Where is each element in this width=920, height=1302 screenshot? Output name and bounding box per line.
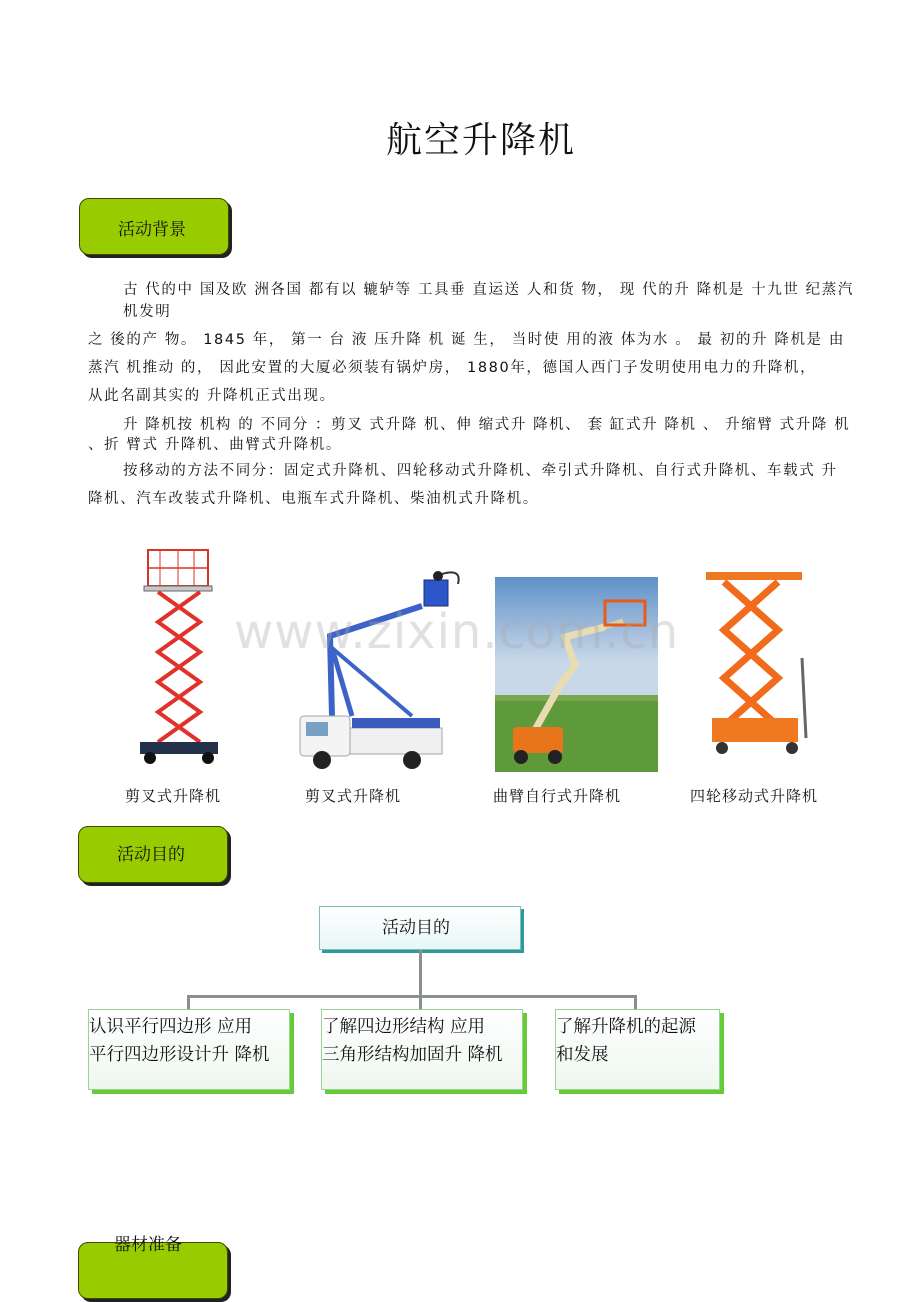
org-child-1-line2: 平行四边形设计升 降机 bbox=[89, 1045, 270, 1065]
org-child-3 bbox=[555, 1009, 720, 1090]
para1-line4: 蒸汽 机推动 的， 因此安置的大厦必须装有锅炉房， 1880年，德国人西门子发明使用电力的升降机， bbox=[88, 360, 817, 376]
truck-boom-lift-image bbox=[292, 566, 464, 774]
org-connector-left bbox=[187, 995, 190, 1009]
section-background-label: 活动背景 bbox=[118, 220, 186, 240]
org-connector-mid bbox=[419, 995, 422, 1009]
org-connector-horizontal bbox=[187, 995, 637, 998]
para1-line3: 之 後的产 物。 1845 年， 第一 台 液 压升降 机 诞 生， 当时使 用的液 体为水 。 最 初的升 降机是 由 bbox=[88, 332, 845, 348]
section-purpose-box bbox=[78, 826, 228, 883]
caption-1: 剪叉式升降机 bbox=[125, 787, 222, 805]
org-root-label: 活动目的 bbox=[382, 918, 450, 938]
org-connector-right bbox=[634, 995, 637, 1009]
org-child-2 bbox=[321, 1009, 523, 1090]
para1-line5: 从此名副其实的 升降机正式出现。 bbox=[88, 388, 336, 404]
caption-2: 剪叉式升降机 bbox=[305, 787, 402, 805]
org-root-node bbox=[319, 906, 521, 950]
para2-line1: 升 降机按 机构 的 不同分 ：剪叉 式升降 机、伸 缩式升 降机、 套 缸式升 降机 、 升缩臂 式升降 机 bbox=[123, 417, 851, 433]
org-connector-vertical bbox=[419, 950, 422, 996]
org-child-1-line1: 认识平行四边形 应用 bbox=[89, 1017, 253, 1037]
background-text bbox=[88, 276, 888, 513]
watermark: www.zixin.com.cn bbox=[234, 604, 680, 660]
org-child-3-line2: 和发展 bbox=[556, 1045, 609, 1065]
para2-line2: 、折 臂式 升降机、曲臂式升降机。 bbox=[88, 437, 342, 453]
section-purpose-label: 活动目的 bbox=[117, 845, 185, 865]
page-title: 航空升降机 bbox=[385, 120, 576, 161]
caption-3: 曲臂自行式升降机 bbox=[493, 787, 622, 805]
para1-line2: 机发明 bbox=[123, 304, 172, 320]
section-equipment-label: 器材准备 bbox=[114, 1235, 182, 1255]
org-child-1 bbox=[88, 1009, 290, 1090]
mobile-scissor-table-image bbox=[702, 568, 820, 762]
para1-line1: 古 代的中 国及欧 洲各国 都有以 辘轳等 工具垂 直运送 人和货 物， 现 代的升 降机是 十九世 纪蒸汽 bbox=[123, 282, 854, 298]
org-child-3-line1: 了解升降机的起源 bbox=[556, 1017, 696, 1037]
org-child-2-line1: 了解四边形结构 应用 bbox=[322, 1017, 486, 1037]
section-background-box bbox=[79, 198, 229, 255]
scissor-lift-image bbox=[130, 546, 230, 768]
para3-line1: 按移动的方法不同分：固定式升降机、四轮移动式升降机、牵引式升降机、自行式升降机、车载式 升 bbox=[123, 463, 838, 479]
para3-line2: 降机、汽车改装式升降机、电瓶车式升降机、柴油机式升降机。 bbox=[88, 491, 539, 507]
caption-4: 四轮移动式升降机 bbox=[690, 787, 819, 805]
org-child-2-line2: 三角形结构加固升 降机 bbox=[322, 1045, 503, 1065]
